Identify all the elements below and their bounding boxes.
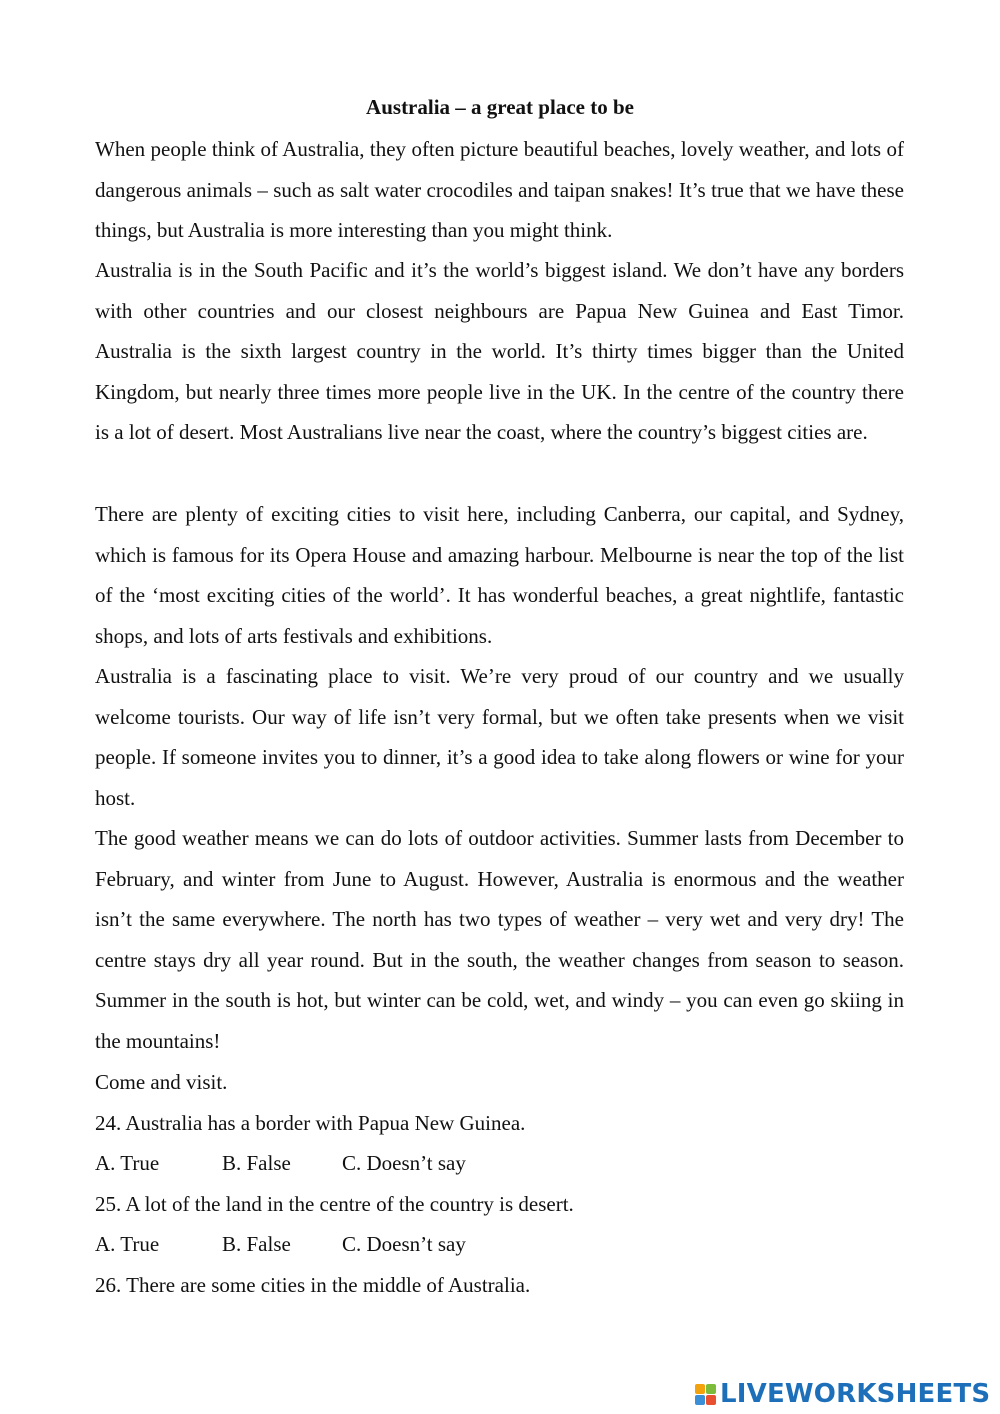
q25-option-b[interactable]: B. False (222, 1232, 291, 1256)
question-26: 26. There are some cities in the middle of Australia. (95, 1273, 531, 1297)
q24-option-b[interactable]: B. False (222, 1151, 291, 1175)
paragraph-culture: Australia is a fascinating place to visit. We’re very proud of our country and we usually welcome tourists. Our way of life isn’t very formal, but we often take presents when we visit people. If someone invites you to dinner, it’s a good idea to take along flowers or wine for your host. (95, 664, 904, 810)
paragraph-intro: When people think of Australia, they often picture beautiful beaches, lovely weather, and lots of dangerous animals – such as salt water crocodiles and taipan snakes! It’s true that we have these things, but Australia is more interesting than you might think. (95, 137, 904, 242)
paragraph-weather: The good weather means we can do lots of outdoor activities. Summer lasts from December to February, and winter from June to August. However, Australia is enormous and the weather isn’t the same everywhere. The north has two types of weather – very wet and very dry! The centre stays dry all year round. But in the south, the weather changes from season to season. Summer in the south is hot, but winter can be cold, wet, and windy – you can even go skiing in the mountains! (95, 826, 904, 1053)
liveworksheets-logo-icon (695, 1384, 716, 1405)
page-title: Australia – a great place to be (366, 95, 634, 119)
liveworksheets-logo-text: LIVEWORKSHEETS (720, 1379, 991, 1409)
q25-option-c[interactable]: C. Doesn’t say (342, 1232, 466, 1256)
q25-option-a[interactable]: A. True (95, 1232, 160, 1256)
question-24: 24. Australia has a border with Papua New Guinea. (95, 1111, 526, 1135)
q24-option-a[interactable]: A. True (95, 1151, 160, 1175)
paragraph-cities: There are plenty of exciting cities to visit here, including Canberra, our capital, and Sydney, which is famous for its Opera House and amazing harbour. Melbourne is near the top of the list of the ‘most exciting cities of the world’. It has wonderful beaches, a great nightlife, fantastic shops, and lots of arts festivals and exhibitions. (95, 502, 904, 648)
liveworksheets-logo (695, 1374, 990, 1414)
q24-option-c[interactable]: C. Doesn’t say (342, 1151, 466, 1175)
question-25: 25. A lot of the land in the centre of the country is desert. (95, 1192, 574, 1216)
paragraph-geography: Australia is in the South Pacific and it’s the world’s biggest island. We don’t have any borders with other countries and our closest neighbours are Papua New Guinea and East Timor. Australia is the sixth largest country in the world. It’s thirty times bigger than the United Kingdom, but nearly three times more people live in the UK. In the centre of the country there is a lot of desert. Most Australians live near the coast, where the country’s biggest cities are. (95, 258, 904, 444)
closing-line: Come and visit. (95, 1070, 228, 1094)
